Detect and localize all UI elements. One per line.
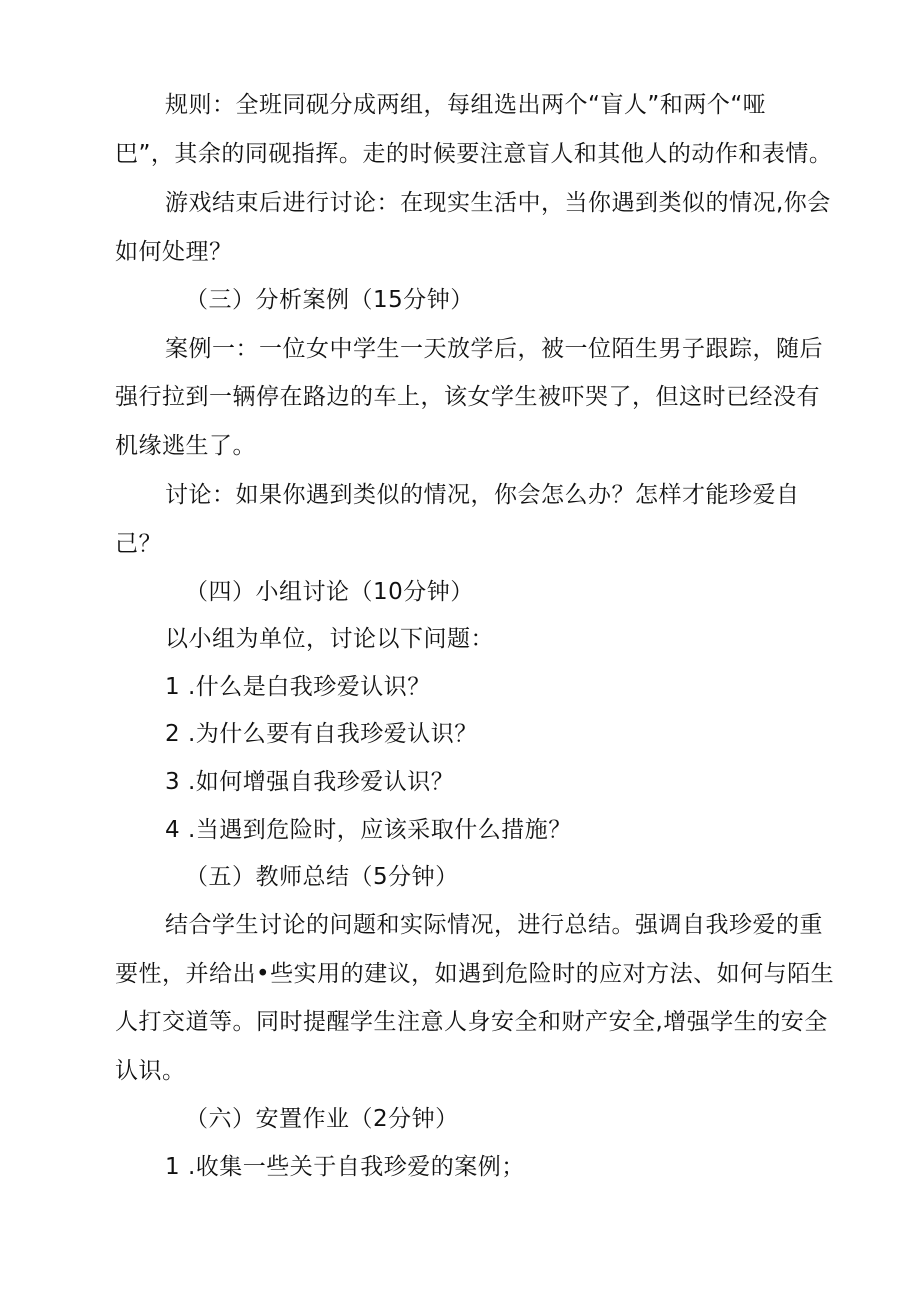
summary-line-3: 人打交道等。同时提醒学生注意人身安全和财产安全,增强学生的安全	[115, 1009, 828, 1035]
group-intro: 以小组为单位，讨论以下问题：	[165, 626, 494, 652]
question-3: 3 .如何增强自我珍爱认识？	[165, 769, 455, 795]
discussion-line-2: 如何处理？	[115, 239, 233, 265]
question-1: 1 .什么是白我珍爱认识？	[165, 674, 431, 700]
question-2: 2 .为什么要有自我珍爱认识？	[165, 721, 478, 747]
case-discussion-line-1: 讨论：如果你遇到类似的情况，你会怎么办？怎样才能珍爱自	[165, 482, 800, 508]
question-4: 4 .当遇到危险时，应该采取什么措施？	[165, 817, 572, 843]
section-heading-three: （三）分析案例（15分钟）	[185, 287, 474, 313]
rules-line-2: 巴”，其余的同砚指挥。走的时候要注意盲人和其他人的动作和表情。	[115, 141, 833, 167]
homework-item-1: 1 .收集一些关于自我珍爱的案例；	[165, 1154, 525, 1180]
rules-line-1: 规则：全班同砚分成两组，每组选出两个“盲人”和两个“哑	[165, 92, 767, 118]
summary-line-1: 结合学生讨论的问题和实际情况，进行总结。强调自我珍爱的重	[165, 912, 823, 938]
case-line-2: 强行拉到一辆停在路边的车上，该女学生被吓哭了，但这时已经没有	[115, 384, 820, 410]
case-line-3: 机缘逃生了。	[115, 433, 256, 459]
section-heading-six: （六）安置作业（2分钟）	[185, 1106, 459, 1132]
discussion-line-1: 游戏结束后进行讨论：在现实生活中，当你遇到类似的情况,你会	[165, 190, 831, 216]
case-discussion-line-2: 己？	[115, 531, 162, 557]
case-line-1: 案例一：一位女中学生一天放学后，被一位陌生男子跟踪，随后	[165, 336, 823, 362]
section-heading-five: （五）教师总结（5分钟）	[185, 864, 459, 890]
summary-line-4: 认识。	[115, 1058, 186, 1084]
summary-line-2: 要性，并给出•些实用的建议，如遇到危险时的应对方法、如何与陌生	[115, 961, 835, 987]
section-heading-four: （四）小组讨论（10分钟）	[185, 579, 474, 605]
